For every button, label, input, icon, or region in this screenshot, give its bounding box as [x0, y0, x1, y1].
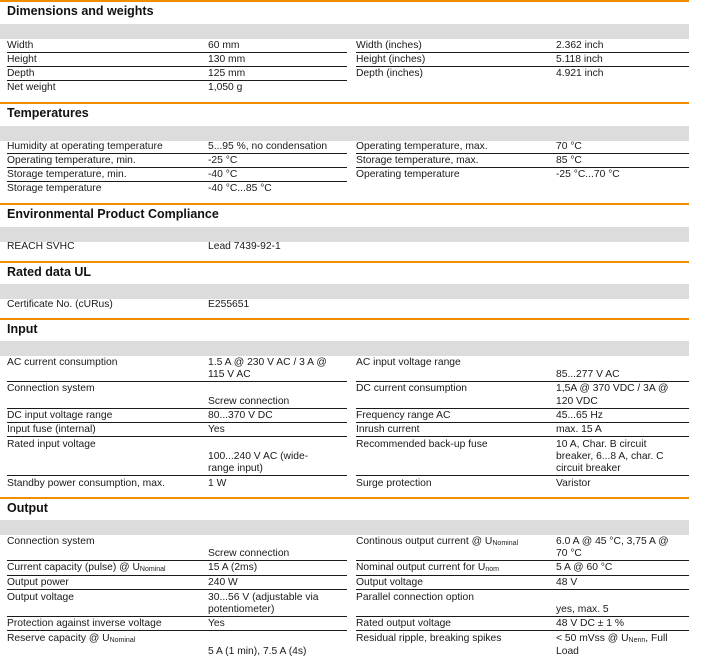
row-line: [7, 66, 347, 67]
section-title: Environmental Product Compliance: [7, 207, 219, 221]
row-line: [356, 630, 689, 631]
value: Load: [556, 646, 579, 657]
label: Certificate No. (cURus): [7, 299, 113, 310]
row-line: [7, 575, 347, 576]
label: Height: [7, 54, 37, 65]
row-line: [356, 408, 689, 409]
value: 2.362 inch: [556, 40, 604, 51]
row-line: [7, 436, 347, 437]
label: Output voltage: [7, 592, 74, 603]
label: Surge protection: [356, 478, 432, 489]
value: 1,050 g: [208, 82, 243, 93]
value: 100...240 V AC (wide-: [208, 451, 309, 462]
label: [356, 536, 518, 549]
label: Storage temperature: [7, 183, 102, 194]
row-line: [7, 422, 347, 423]
section-input: [0, 318, 689, 342]
row-line: [7, 560, 347, 561]
value: Yes: [208, 618, 225, 629]
section-title: Rated data UL: [7, 265, 92, 279]
label: Rated input voltage: [7, 439, 96, 450]
value: 85 °C: [556, 155, 582, 166]
value: Screw connection: [208, 396, 290, 407]
row-line: [356, 475, 689, 476]
row-line: [7, 181, 347, 182]
value: 48 V: [556, 577, 578, 588]
row-line: [356, 436, 689, 437]
value: max. 15 A: [556, 424, 602, 435]
row-line: [356, 52, 689, 53]
label: Protection against inverse voltage: [7, 618, 162, 629]
label: Connection system: [7, 536, 95, 547]
subscript: Nominal: [492, 540, 519, 547]
section-rated-ul: [0, 261, 689, 285]
value: -25 °C: [208, 155, 238, 166]
value: 1.5 A @ 230 V AC / 3 A @: [208, 357, 327, 368]
label-text: Current capacity (pulse) @ U: [7, 562, 140, 573]
value: Screw connection: [208, 548, 290, 559]
value: 70 °C: [556, 141, 582, 152]
subscript: Nenn: [628, 637, 646, 644]
subscript: Nominal: [109, 637, 136, 644]
label: Input fuse (internal): [7, 424, 96, 435]
label-text: Nominal output current for U: [356, 562, 486, 573]
label-text: Continous output current @ U: [356, 536, 493, 547]
label: DC input voltage range: [7, 410, 113, 421]
label: Humidity at operating temperature: [7, 141, 163, 152]
value: 125 mm: [208, 68, 246, 79]
label: Rated output voltage: [356, 618, 452, 629]
label: DC current consumption: [356, 383, 468, 394]
value: 120 VDC: [556, 396, 598, 407]
label: Operating temperature, max.: [356, 141, 488, 152]
row-line: [7, 80, 347, 81]
row-line: [7, 153, 347, 154]
row-line: [7, 616, 347, 617]
value: 1 W: [208, 478, 227, 489]
label: Depth: [7, 68, 35, 79]
row-line: [356, 167, 689, 168]
value-text: < 50 mVss @ U: [556, 633, 629, 644]
value: E255651: [208, 299, 250, 310]
label: Storage temperature, min.: [7, 169, 127, 180]
value: 85...277 V AC: [556, 369, 620, 380]
value: 45...65 Hz: [556, 410, 603, 421]
value: 5.118 inch: [556, 54, 603, 65]
section-title: Output: [7, 501, 48, 515]
label: AC current consumption: [7, 357, 118, 368]
label: Output voltage: [356, 577, 423, 588]
band: [0, 24, 689, 39]
row-line: [7, 408, 347, 409]
label: Operating temperature: [356, 169, 460, 180]
label: Depth (inches): [356, 68, 423, 79]
value: 5 A (1 min), 7.5 A (4s): [208, 646, 307, 657]
row-line: [7, 630, 347, 631]
label: Connection system: [7, 383, 95, 394]
value: [556, 633, 668, 646]
value: 1,5A @ 370 VDC / 3A @: [556, 383, 669, 394]
label: Parallel connection option: [356, 592, 474, 603]
label: [7, 562, 166, 575]
label: Recommended back-up fuse: [356, 439, 488, 450]
row-line: [356, 616, 689, 617]
value: 80...370 V DC: [208, 410, 273, 421]
section-title: Input: [7, 322, 38, 336]
band: [0, 341, 689, 356]
section-output: [0, 497, 689, 521]
value: 4.921 inch: [556, 68, 604, 79]
value: 10 A, Char. B circuit: [556, 439, 647, 450]
value: -40 °C: [208, 169, 238, 180]
band: [0, 227, 689, 242]
row-line: [7, 52, 347, 53]
value: Lead 7439-92-1: [208, 241, 281, 252]
label: REACH SVHC: [7, 241, 75, 252]
label: Inrush current: [356, 424, 420, 435]
row-line: [356, 381, 689, 382]
row-line: [356, 589, 689, 590]
value: yes, max. 5: [556, 604, 609, 615]
label: Operating temperature, min.: [7, 155, 136, 166]
section-dimensions: [0, 0, 689, 24]
label: Frequency range AC: [356, 410, 451, 421]
band: [0, 520, 689, 535]
label-text: Reserve capacity @ U: [7, 633, 110, 644]
value: potentiometer): [208, 604, 275, 615]
band: [0, 284, 689, 299]
value: 6.0 A @ 45 °C, 3,75 A @: [556, 536, 669, 547]
label: Output power: [7, 577, 69, 588]
subscript: nom: [485, 566, 499, 573]
label: Standby power consumption, max.: [7, 478, 165, 489]
row-line: [356, 66, 689, 67]
value: 130 mm: [208, 54, 246, 65]
label: AC input voltage range: [356, 357, 461, 368]
value: Yes: [208, 424, 225, 435]
row-line: [356, 560, 689, 561]
label: Net weight: [7, 82, 56, 93]
section-title: Dimensions and weights: [7, 4, 154, 18]
row-line: [7, 589, 347, 590]
label: Width (inches): [356, 40, 422, 51]
row-line: [356, 422, 689, 423]
value: 30...56 V (adjustable via: [208, 592, 319, 603]
row-line: [7, 381, 347, 382]
label: [356, 562, 499, 575]
section-temperatures: [0, 102, 689, 126]
value: 60 mm: [208, 40, 240, 51]
row-line: [356, 153, 689, 154]
section-title: Temperatures: [7, 106, 89, 120]
value: -40 °C...85 °C: [208, 183, 272, 194]
value: 15 A (2ms): [208, 562, 258, 573]
section-environmental: [0, 203, 689, 227]
value: Varistor: [556, 478, 591, 489]
band: [0, 126, 689, 141]
subscript: Nominal: [139, 566, 166, 573]
row-line: [7, 475, 347, 476]
value: 115 V AC: [208, 369, 251, 380]
value: -25 °C...70 °C: [556, 169, 620, 180]
value: 240 W: [208, 577, 238, 588]
value: circuit breaker: [556, 463, 621, 474]
label: Height (inches): [356, 54, 426, 65]
value: breaker, 6...8 A, char. C: [556, 451, 664, 462]
row-line: [356, 575, 689, 576]
value: range input): [208, 463, 263, 474]
row-line: [7, 167, 347, 168]
value-text: , Full: [645, 633, 668, 644]
value: 48 V DC ± 1 %: [556, 618, 625, 629]
value: 70 °C: [556, 548, 582, 559]
label: Width: [7, 40, 34, 51]
label: Storage temperature, max.: [356, 155, 479, 166]
label: Residual ripple, breaking spikes: [356, 633, 502, 644]
value: 5...95 %, no condensation: [208, 141, 328, 152]
label: [7, 633, 135, 646]
value: 5 A @ 60 °C: [556, 562, 613, 573]
